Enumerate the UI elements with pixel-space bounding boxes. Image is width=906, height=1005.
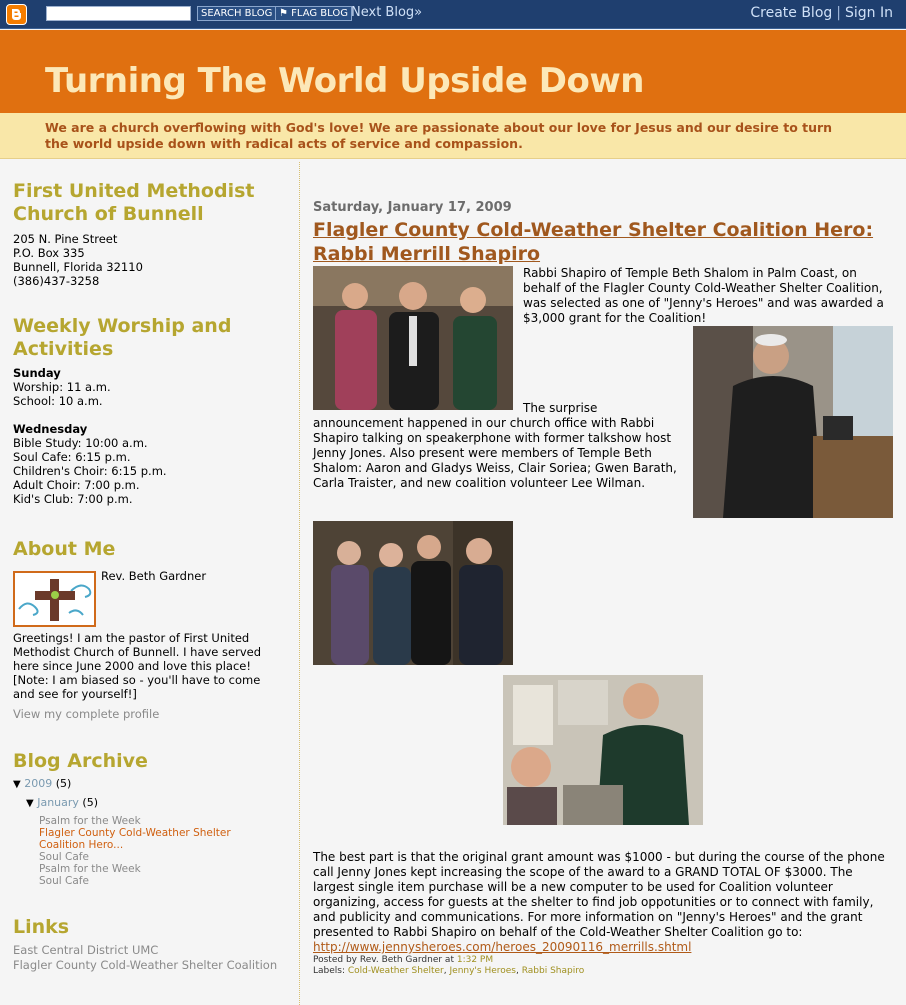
archive-year bbox=[13, 778, 293, 791]
profile-avatar[interactable] bbox=[13, 571, 96, 627]
year-toggle[interactable]: ▼ bbox=[13, 779, 21, 790]
jennys-heroes-link[interactable]: http://www.jennysheroes.com/heroes_20090116_merrills.shtml bbox=[313, 940, 692, 954]
worship-widget bbox=[13, 315, 293, 506]
church-title: First United Methodist Church of Bunnell bbox=[13, 180, 255, 225]
post-paragraph-3: The best part is that the original grant amount was $1000 - but during the course of the phone call Jenny Jones kept increasing the scope of the award to a GRAND TOTAL OF $3000. The largest single item purchase will be a new computer to be used for Coalition volunteer organizing, access for guests at the shelter to find job oppotunities or to connect with family, and publicity and communications. For more information on "Jenny's Heroes" and the grant presented to Rabbi Shapiro on behalf of the Cold-Weather Shelter Coalition go to: bbox=[313, 850, 885, 939]
post-title[interactable]: Flagler County Cold-Weather Shelter Coalition Hero: Rabbi Merrill Shapiro bbox=[313, 219, 874, 265]
photo-image-icon bbox=[693, 326, 893, 518]
blogger-logo-icon[interactable] bbox=[6, 4, 27, 25]
photo-rabbi-office[interactable] bbox=[693, 326, 893, 518]
archive-post-link[interactable]: Soul Cafe bbox=[39, 875, 89, 887]
flag-icon: ⚑ bbox=[279, 8, 292, 19]
church-widget bbox=[13, 180, 293, 288]
flag-blog-button[interactable] bbox=[275, 6, 352, 21]
schedule-line: School: 10 a.m. bbox=[13, 394, 103, 408]
worship-title: Weekly Worship and Activities bbox=[13, 315, 232, 360]
archive-widget bbox=[13, 750, 293, 887]
labels-prefix: Labels: bbox=[313, 966, 346, 976]
flag-blog-label: FLAG BLOG bbox=[291, 8, 348, 19]
month-toggle[interactable]: ▼ bbox=[26, 798, 34, 809]
year-link[interactable]: 2009 bbox=[24, 777, 53, 790]
photo-laughing-women[interactable] bbox=[503, 675, 703, 825]
search-input[interactable] bbox=[46, 6, 191, 21]
schedule-line: Kid's Club: 7:00 p.m. bbox=[13, 492, 133, 506]
post-footer-labels: Labels: Cold-Weather Shelter, Jenny's Heroes, Rabbi Shapiro bbox=[313, 966, 585, 976]
photo-group-three[interactable] bbox=[313, 266, 513, 410]
month-count: (5) bbox=[82, 796, 98, 809]
post-footer-author bbox=[313, 955, 493, 966]
archive-month bbox=[26, 797, 293, 810]
view-profile-link[interactable]: View my complete profile bbox=[13, 707, 160, 721]
photo-image-icon bbox=[313, 521, 513, 665]
sidebar bbox=[13, 180, 293, 973]
about-widget bbox=[13, 538, 293, 721]
blogger-navbar bbox=[0, 0, 906, 29]
blog-title[interactable]: Turning The World Upside Down bbox=[45, 61, 644, 101]
post-paragraph-2: The surprise announcement happened in our church office with Rabbi Shapiro talking on speakerphone with former talkshow host Jenny Jones. Also present were members of Temple Beth Shalom: Aaron and Gladys Weiss, Clair Soriea; Gwen Barath, Carla Traister, and new coalition volunteer Lee Wilman. bbox=[313, 401, 677, 490]
post-time-link[interactable]: 1:32 PM bbox=[456, 955, 494, 965]
archive-post-link[interactable]: Psalm for the Week bbox=[39, 863, 141, 875]
cross-image-icon bbox=[15, 573, 94, 625]
profile-bio: Greetings! I am the pastor of First United Methodist Church of Bunnell. I have served here since June 2000 and love this place! [Note: I am biased so - you'll have to come and see for yourself!] bbox=[13, 631, 261, 701]
archive-post-list bbox=[39, 815, 279, 887]
post-paragraph-1: Rabbi Shapiro of Temple Beth Shalom in Palm Coast, on behalf of the Flagler County Cold-Weather Shelter Coalition, was selected as one of "Jenny's Heroes" and was awarded a $3,000 grant for the Coalition! bbox=[523, 266, 884, 325]
schedule-line: Bible Study: 10:00 a.m. bbox=[13, 436, 148, 450]
photo-group-four[interactable] bbox=[313, 521, 513, 665]
archive-post-link-current[interactable]: Flagler County Cold-Weather Shelter Coalition Hero... bbox=[39, 827, 231, 851]
next-blog-link[interactable]: Next Blog» bbox=[351, 5, 423, 20]
posted-by: Posted by Rev. Beth Gardner at bbox=[313, 955, 454, 965]
label-link[interactable]: Rabbi Shapiro bbox=[521, 966, 585, 976]
year-count: (5) bbox=[55, 777, 72, 790]
month-link[interactable]: January bbox=[37, 796, 79, 809]
post-date: Saturday, January 17, 2009 bbox=[313, 200, 512, 215]
sign-in-link[interactable]: Sign In bbox=[845, 5, 893, 21]
archive-post-link[interactable]: Soul Cafe bbox=[39, 851, 89, 863]
navbar-account bbox=[750, 5, 893, 21]
photo-image-icon bbox=[313, 266, 513, 410]
blog-description-bar bbox=[0, 113, 906, 159]
blog-description: We are a church overflowing with God's love! We are passionate about our love for Jesus and our desire to turn the world upside down with radical acts of service and compassion. bbox=[45, 120, 833, 151]
label-link[interactable]: Jenny's Heroes bbox=[449, 966, 516, 976]
schedule-line: Children's Choir: 6:15 p.m. bbox=[13, 464, 167, 478]
links-widget bbox=[13, 916, 293, 973]
photo-image-icon bbox=[503, 675, 703, 825]
wednesday-label: Wednesday bbox=[13, 422, 88, 436]
about-title: About Me bbox=[13, 538, 116, 560]
search-blog-button[interactable]: SEARCH BLOG bbox=[197, 6, 276, 21]
schedule-line: Soul Cafe: 6:15 p.m. bbox=[13, 450, 131, 464]
phone-line: (386)437-3258 bbox=[13, 274, 100, 288]
profile-name[interactable]: Rev. Beth Gardner bbox=[101, 569, 207, 583]
create-blog-link[interactable]: Create Blog bbox=[750, 5, 833, 21]
church-address bbox=[13, 232, 293, 288]
archive-title: Blog Archive bbox=[13, 750, 148, 772]
column-divider bbox=[299, 162, 300, 1005]
navbar-separator: | bbox=[836, 5, 841, 21]
schedule-line: Adult Choir: 7:00 p.m. bbox=[13, 478, 140, 492]
links-link[interactable]: Flagler County Cold-Weather Shelter Coalition bbox=[13, 958, 278, 972]
links-title: Links bbox=[13, 916, 70, 938]
sunday-label: Sunday bbox=[13, 366, 61, 380]
archive-post-link[interactable]: Psalm for the Week bbox=[39, 815, 141, 827]
links-link[interactable]: East Central District UMC bbox=[13, 943, 159, 957]
address-line: Bunnell, Florida 32110 bbox=[13, 260, 143, 274]
label-link[interactable]: Cold-Weather Shelter bbox=[347, 966, 444, 976]
address-line: 205 N. Pine Street bbox=[13, 232, 118, 246]
blog-header bbox=[0, 30, 906, 113]
address-line: P.O. Box 335 bbox=[13, 246, 85, 260]
schedule-line: Worship: 11 a.m. bbox=[13, 380, 111, 394]
